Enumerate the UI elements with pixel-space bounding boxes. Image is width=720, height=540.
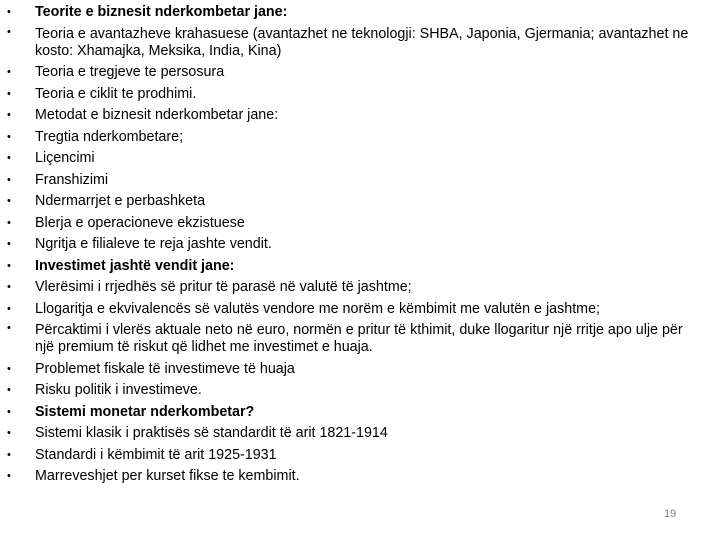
list-item [0, 170, 690, 192]
bullet-text: Përcaktimi i vlerës aktuale neto në euro, normën e pritur të kthimit, duke llogaritur një rritje apo ulje për një premium të riskut që lidhet me investimet e huaja. [35, 322, 683, 355]
list-item [0, 320, 690, 359]
bullet-icon: • [7, 152, 11, 164]
bullet-icon: • [7, 405, 11, 418]
list-item [0, 423, 690, 445]
bullet-icon: • [7, 25, 11, 38]
bullet-icon: • [7, 448, 11, 461]
bullet-icon: • [7, 470, 11, 482]
bullet-text: Vlerësimi i rrjedhës së pritur të parasë në valutë të jashtme; [35, 279, 412, 295]
bullet-text: Liçencimi [35, 150, 95, 166]
list-item [0, 445, 690, 467]
bullet-icon: • [7, 66, 11, 78]
bullet-text: Standardi i këmbimit të arit 1925-1931 [35, 446, 277, 463]
list-item [0, 62, 690, 84]
list-item [0, 105, 690, 127]
bullet-text: Marreveshjet per kurset fikse te kembimit. [35, 468, 300, 484]
list-item [0, 2, 690, 24]
list-item [0, 213, 690, 235]
bullet-icon: • [7, 87, 11, 100]
bullet-icon: • [7, 109, 11, 121]
list-item [0, 277, 690, 299]
list-item [0, 380, 690, 402]
list-item [0, 84, 690, 106]
bullet-icon: • [7, 281, 11, 293]
bullet-text: Sistemi monetar nderkombetar? [35, 403, 255, 420]
bullet-text: Llogaritja e ekvivalencës së valutës vendore me norëm e këmbimit me valutën e jashtme; [35, 300, 600, 317]
bullet-icon: • [7, 6, 11, 18]
bullet-text: Sistemi klasik i praktisës së standardit të arit 1821-1914 [35, 425, 388, 441]
bullet-icon: • [7, 195, 11, 207]
bullet-icon: • [7, 302, 11, 315]
list-item [0, 148, 690, 170]
bullet-text: Tregtia nderkombetare; [35, 128, 184, 145]
list-item [0, 466, 690, 488]
page-number: 19 [664, 508, 677, 520]
list-item [0, 402, 690, 424]
bullet-text: Metodat e biznesit nderkombetar jane: [35, 107, 279, 123]
bullet-icon: • [7, 259, 11, 272]
bullet-list [0, 2, 690, 488]
bullet-text: Risku politik i investimeve. [35, 382, 202, 398]
bullet-text: Teoria e avantazheve krahasuese (avantazhet ne teknologji: SHBA, Japonia, Gjermania; avantazhet ne kosto: Xhamajka, Meksika, India, Kina) [35, 25, 689, 59]
bullet-text: Teorite e biznesit nderkombetar jane: [35, 4, 288, 20]
bullet-text: Teoria e tregjeve te persosura [35, 64, 225, 80]
bullet-icon: • [7, 173, 11, 186]
bullet-text: Investimet jashtë vendit jane: [35, 257, 235, 274]
bullet-text: Ngritja e filialeve te reja jashte vendit. [35, 236, 272, 252]
bullet-icon: • [7, 130, 11, 143]
bullet-text: Franshizimi [35, 171, 109, 188]
list-item [0, 127, 690, 149]
bullet-text: Problemet fiskale të investimeve të huaja [35, 360, 295, 377]
bullet-icon: • [7, 362, 11, 375]
bullet-icon: • [7, 322, 11, 334]
list-item [0, 191, 690, 213]
list-item [0, 256, 690, 278]
bullet-text: Blerja e operacioneve ekzistuese [35, 214, 245, 231]
bullet-text: Teoria e ciklit te prodhimi. [35, 85, 197, 102]
bullet-icon: • [7, 427, 11, 439]
bullet-icon: • [7, 384, 11, 396]
list-item [0, 234, 690, 256]
bullet-text: Ndermarrjet e perbashketa [35, 193, 206, 209]
bullet-icon: • [7, 238, 11, 250]
list-item [0, 24, 690, 63]
list-item [0, 299, 690, 321]
list-item [0, 359, 690, 381]
bullet-icon: • [7, 216, 11, 229]
